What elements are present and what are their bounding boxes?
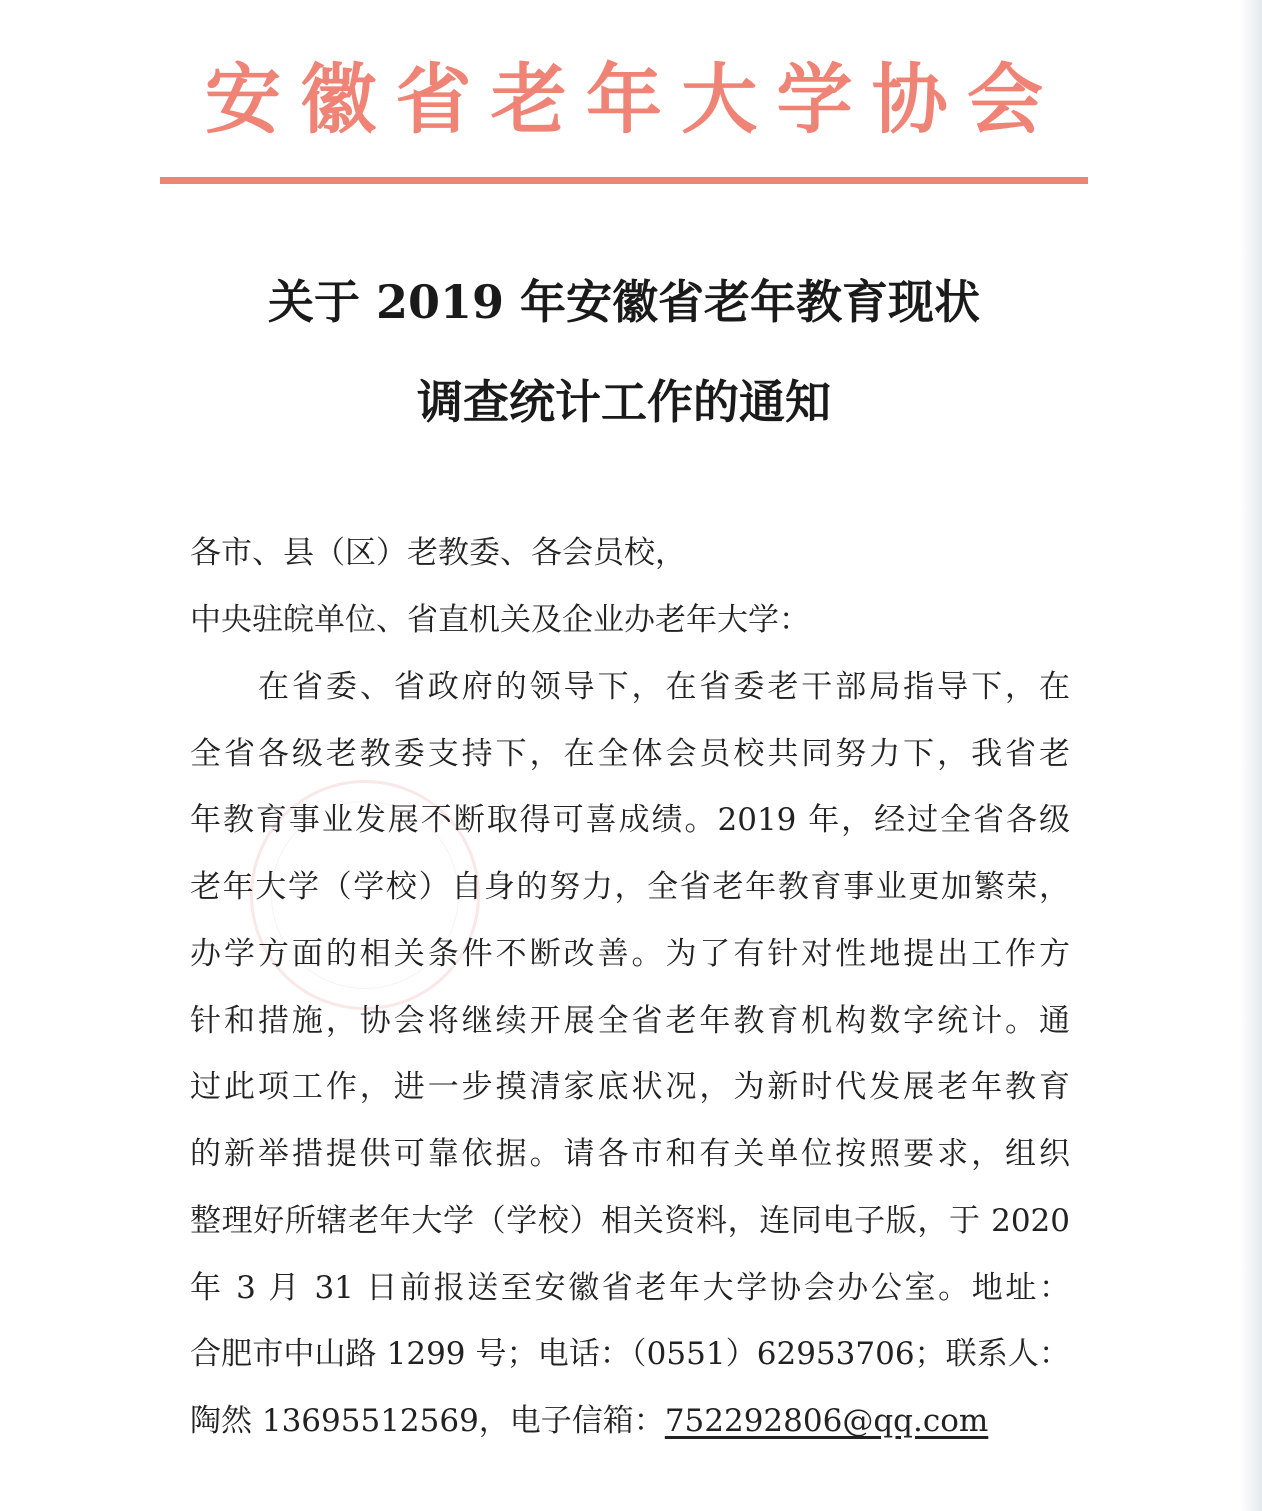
email-link[interactable]: 752292806@qq.com [664, 1403, 989, 1439]
letterhead [160, 52, 1088, 148]
contact-prefix: 陶然 13695512569，电子信箱： [190, 1403, 665, 1439]
letterhead-char: 协 [871, 55, 948, 144]
body-line: 针和措施，协会将继续开展全省老年教育机构数字统计。通 [190, 1003, 1070, 1039]
body-line: 老年大学（学校）自身的努力，全省老年教育事业更加繁荣， [190, 869, 1070, 905]
body-line: 办学方面的相关条件不断改善。为了有针对性地提出工作方 [190, 936, 1070, 972]
body-line: 合肥市中山路 1299 号；电话：（0551）62953706；联系人： [190, 1336, 1070, 1372]
body-line: 年 3 月 31 日前报送至安徽省老年大学协会办公室。地址： [190, 1270, 1070, 1306]
body-line: 年教育事业发展不断取得可喜成绩。2019 年，经过全省各级 [190, 802, 1070, 838]
letterhead-char: 省 [395, 55, 472, 144]
letterhead-char: 老 [490, 55, 567, 144]
letterhead-char: 安 [205, 55, 281, 144]
scan-edge-shadow [1240, 0, 1262, 1511]
letterhead-char: 会 [967, 55, 1043, 144]
salutation-line-2: 中央驻皖单位、省直机关及企业办老年大学： [190, 602, 810, 638]
document-title-line-2: 调查统计工作的通知 [417, 375, 831, 429]
document-title-line-1: 关于 2019 年安徽省老年教育现状 [267, 275, 981, 329]
letterhead-char: 大 [681, 55, 758, 144]
body-last-line [190, 1401, 1070, 1441]
salutation-line-1: 各市、县（区）老教委、各会员校， [190, 535, 686, 571]
body-line: 过此项工作，进一步摸清家底状况，为新时代发展老年教育 [190, 1069, 1070, 1105]
letterhead-char: 徽 [300, 55, 377, 144]
letterhead-char: 学 [776, 55, 853, 144]
body-line: 全省各级老教委支持下，在全体会员校共同努力下，我省老 [190, 736, 1070, 772]
letterhead-char: 年 [586, 55, 662, 144]
letterhead-divider [160, 177, 1088, 184]
body-line: 的新举措提供可靠依据。请各市和有关单位按照要求，组织 [190, 1136, 1070, 1172]
body-line: 在省委、省政府的领导下，在省委老干部局指导下，在 [258, 669, 1070, 705]
body-line: 整理好所辖老年大学（学校）相关资料，连同电子版，于 2020 [190, 1203, 1070, 1239]
